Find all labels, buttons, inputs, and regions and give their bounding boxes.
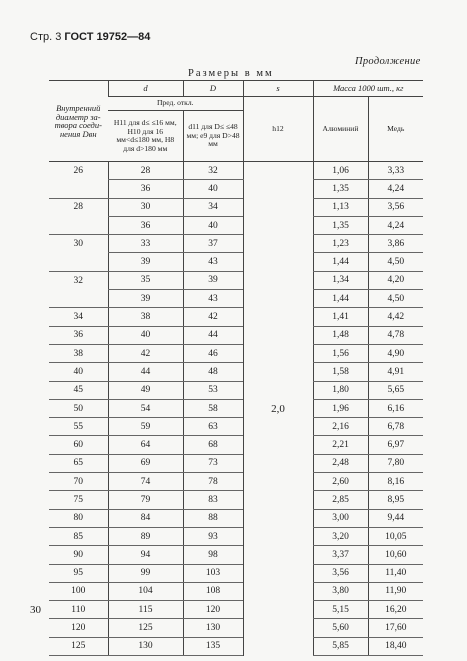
cell-copper: 5,65 (368, 381, 423, 399)
header-tol-D: d11 для D≤ ≤48 мм; e9 для D>48 мм (183, 111, 243, 162)
cell-aluminium: 1,35 (313, 180, 368, 198)
cell-d: 36 (108, 216, 183, 234)
cell-D: 130 (183, 619, 243, 637)
cell-D: 42 (183, 308, 243, 326)
cell-aluminium: 1,23 (313, 235, 368, 253)
table-row (49, 326, 423, 344)
cell-inner-diameter: 32 (73, 275, 83, 286)
cell-inner-diameter: 45 (49, 381, 108, 399)
table-row (49, 619, 423, 637)
standard-number: ГОСТ 19752—84 (64, 31, 151, 43)
table-row (49, 527, 423, 545)
table-row (49, 216, 423, 234)
cell-d: 36 (108, 180, 183, 198)
cell-aluminium: 3,56 (313, 564, 368, 582)
table-row (49, 582, 423, 600)
cell-inner-diameter: 110 (49, 601, 108, 619)
cell-copper: 8,16 (368, 473, 423, 491)
cell-copper: 11,40 (368, 564, 423, 582)
cell-inner-diameter: 60 (49, 436, 108, 454)
table-caption: Размеры в мм (188, 68, 274, 79)
page-header (30, 31, 150, 43)
table-row (49, 546, 423, 564)
dimensions-table (49, 80, 423, 656)
cell-copper: 16,20 (368, 601, 423, 619)
cell-aluminium: 3,00 (313, 509, 368, 527)
cell-D: 53 (183, 381, 243, 399)
cell-D: 83 (183, 491, 243, 509)
table-row (49, 454, 423, 472)
cell-D: 40 (183, 216, 243, 234)
cell-copper: 4,90 (368, 344, 423, 362)
table-row (49, 271, 423, 289)
cell-aluminium: 1,34 (313, 271, 368, 289)
cell-copper: 4,24 (368, 216, 423, 234)
cell-copper: 3,33 (368, 162, 423, 180)
cell-aluminium: 5,60 (313, 619, 368, 637)
cell-D: 68 (183, 436, 243, 454)
header-tol-d: H11 для d≤ ≤16 мм, H10 для 16 мм<d≤180 мм, H8 для d>180 мм (108, 111, 183, 162)
cell-D: 32 (183, 162, 243, 180)
cell-copper: 10,60 (368, 546, 423, 564)
table-body (49, 162, 423, 656)
cell-D: 120 (183, 601, 243, 619)
cell-d: 40 (108, 326, 183, 344)
cell-aluminium: 1,13 (313, 198, 368, 216)
cell-D: 73 (183, 454, 243, 472)
cell-copper: 4,91 (368, 363, 423, 381)
cell-aluminium: 1,44 (313, 290, 368, 308)
cell-inner-diameter: 85 (49, 527, 108, 545)
cell-D: 93 (183, 527, 243, 545)
cell-copper: 3,56 (368, 198, 423, 216)
cell-copper: 8,95 (368, 491, 423, 509)
cell-d: 30 (108, 198, 183, 216)
cell-copper: 4,24 (368, 180, 423, 198)
cell-aluminium: 1,58 (313, 363, 368, 381)
cell-copper: 6,78 (368, 418, 423, 436)
cell-copper: 4,50 (368, 290, 423, 308)
header-aluminium: Алюминий (313, 97, 368, 162)
cell-d: 69 (108, 454, 183, 472)
cell-aluminium: 3,80 (313, 582, 368, 600)
table-row (49, 344, 423, 362)
table-row (49, 418, 423, 436)
cell-copper: 18,40 (368, 637, 423, 655)
cell-d: 42 (108, 344, 183, 362)
cell-inner-diameter: 95 (49, 564, 108, 582)
cell-d: 125 (108, 619, 183, 637)
cell-inner-diameter (49, 216, 108, 234)
table-row (49, 180, 423, 198)
header-d: d (108, 81, 183, 97)
header-tolerance: Пред. откл. (108, 97, 243, 111)
table-row (49, 509, 423, 527)
cell-inner-diameter: 38 (49, 344, 108, 362)
table-row (49, 308, 423, 326)
table-row (49, 601, 423, 619)
cell-inner-diameter: 36 (49, 326, 108, 344)
cell-copper: 4,42 (368, 308, 423, 326)
table-row (49, 399, 423, 417)
table-row (49, 491, 423, 509)
cell-D: 63 (183, 418, 243, 436)
cell-D: 37 (183, 235, 243, 253)
cell-inner-diameter: 90 (49, 546, 108, 564)
cell-d: 38 (108, 308, 183, 326)
table-row (49, 473, 423, 491)
cell-inner-diameter: 120 (49, 619, 108, 637)
cell-d: 59 (108, 418, 183, 436)
cell-d: 49 (108, 381, 183, 399)
table-row (49, 637, 423, 655)
continuation-label: Продолжение (355, 56, 421, 67)
cell-d: 104 (108, 582, 183, 600)
cell-D: 108 (183, 582, 243, 600)
cell-D: 135 (183, 637, 243, 655)
cell-inner-diameter: 75 (49, 491, 108, 509)
cell-inner-diameter: 28 (73, 202, 83, 213)
cell-D: 40 (183, 180, 243, 198)
cell-D: 44 (183, 326, 243, 344)
cell-inner-diameter (49, 180, 108, 198)
cell-d: 39 (108, 290, 183, 308)
cell-D: 34 (183, 198, 243, 216)
header-mass: Масса 1000 шт., кг (313, 81, 423, 97)
cell-aluminium: 1,80 (313, 381, 368, 399)
table-row (49, 436, 423, 454)
header-inner-diameter: Внутренний диаметр за-твора соеди-нения Dвн (49, 81, 108, 162)
table-row (49, 381, 423, 399)
cell-aluminium: 3,37 (313, 546, 368, 564)
table-row (49, 363, 423, 381)
cell-aluminium: 1,48 (313, 326, 368, 344)
cell-inner-diameter: 30 (73, 239, 83, 250)
cell-aluminium: 1,56 (313, 344, 368, 362)
cell-aluminium: 1,41 (313, 308, 368, 326)
cell-d: 89 (108, 527, 183, 545)
cell-D: 88 (183, 509, 243, 527)
cell-D: 48 (183, 363, 243, 381)
cell-inner-diameter: 125 (49, 637, 108, 655)
cell-aluminium: 2,21 (313, 436, 368, 454)
cell-inner-diameter: 70 (49, 473, 108, 491)
cell-aluminium: 1,35 (313, 216, 368, 234)
cell-d: 84 (108, 509, 183, 527)
cell-d: 115 (108, 601, 183, 619)
cell-d: 28 (108, 162, 183, 180)
cell-copper: 10,05 (368, 527, 423, 545)
cell-copper: 17,60 (368, 619, 423, 637)
cell-inner-diameter: 55 (49, 418, 108, 436)
cell-aluminium: 2,16 (313, 418, 368, 436)
cell-D: 39 (183, 271, 243, 289)
cell-aluminium: 1,06 (313, 162, 368, 180)
cell-aluminium: 5,15 (313, 601, 368, 619)
cell-D: 46 (183, 344, 243, 362)
cell-copper: 4,78 (368, 326, 423, 344)
cell-aluminium: 5,85 (313, 637, 368, 655)
cell-d: 130 (108, 637, 183, 655)
cell-inner-diameter (49, 253, 108, 271)
cell-aluminium: 1,96 (313, 399, 368, 417)
cell-d: 39 (108, 253, 183, 271)
cell-s-value: 2,0 (243, 162, 313, 656)
cell-inner-diameter: 65 (49, 454, 108, 472)
cell-D: 43 (183, 290, 243, 308)
page-number: 30 (30, 604, 41, 616)
cell-d: 64 (108, 436, 183, 454)
cell-aluminium: 3,20 (313, 527, 368, 545)
cell-D: 43 (183, 253, 243, 271)
cell-inner-diameter: 50 (49, 399, 108, 417)
cell-inner-diameter (49, 290, 108, 308)
cell-copper: 11,90 (368, 582, 423, 600)
cell-copper: 3,86 (368, 235, 423, 253)
page-label: Стр. 3 (30, 31, 62, 43)
table-row (49, 290, 423, 308)
cell-d: 94 (108, 546, 183, 564)
cell-D: 103 (183, 564, 243, 582)
header-tol-s: h12 (243, 97, 313, 162)
cell-inner-diameter: 34 (49, 308, 108, 326)
table-row (49, 162, 423, 180)
cell-copper: 6,97 (368, 436, 423, 454)
header-s: s (243, 81, 313, 97)
cell-inner-diameter: 100 (49, 582, 108, 600)
cell-copper: 9,44 (368, 509, 423, 527)
cell-d: 33 (108, 235, 183, 253)
cell-aluminium: 2,85 (313, 491, 368, 509)
cell-inner-diameter: 40 (49, 363, 108, 381)
cell-d: 99 (108, 564, 183, 582)
cell-D: 98 (183, 546, 243, 564)
cell-d: 54 (108, 399, 183, 417)
table-row (49, 564, 423, 582)
cell-D: 58 (183, 399, 243, 417)
cell-d: 74 (108, 473, 183, 491)
cell-aluminium: 1,44 (313, 253, 368, 271)
cell-aluminium: 2,60 (313, 473, 368, 491)
table-row (49, 253, 423, 271)
cell-d: 35 (108, 271, 183, 289)
cell-copper: 7,80 (368, 454, 423, 472)
cell-d: 79 (108, 491, 183, 509)
cell-inner-diameter: 80 (49, 509, 108, 527)
cell-aluminium: 2,48 (313, 454, 368, 472)
header-D: D (183, 81, 243, 97)
cell-copper: 4,50 (368, 253, 423, 271)
table-row (49, 235, 423, 253)
header-copper: Медь (368, 97, 423, 162)
table-row (49, 198, 423, 216)
cell-d: 44 (108, 363, 183, 381)
cell-inner-diameter: 26 (73, 165, 83, 176)
cell-copper: 6,16 (368, 399, 423, 417)
cell-copper: 4,20 (368, 271, 423, 289)
cell-D: 78 (183, 473, 243, 491)
